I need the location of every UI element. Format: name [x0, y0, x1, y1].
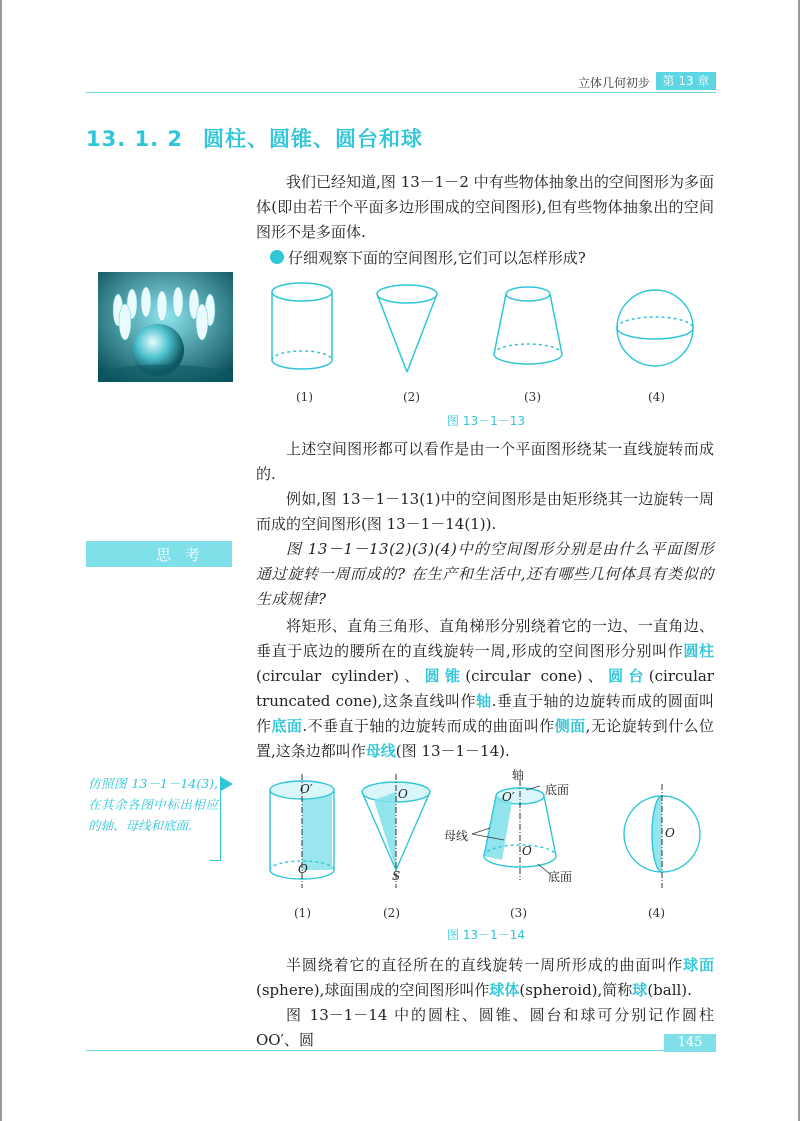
section-heading — [86, 123, 423, 153]
fig14-caption-4: (4) — [648, 906, 665, 920]
term-base: 底面 — [271, 717, 303, 735]
running-header — [86, 72, 716, 93]
fig14-1-label-o-prime: O′ — [300, 782, 313, 796]
term-cone: 圆锥 — [424, 667, 466, 685]
def-text-1: 将矩形、直角三角形、直角梯形分别绕着它的一边、一直角边、垂直于底边的腰所在的直线旋转一周,形成的空间图形分别叫作 — [256, 617, 714, 660]
fig13-title: 图 13－1－13 — [447, 414, 525, 428]
term-ball: 球 — [632, 981, 648, 999]
def-text-4: (circular truncated cone),这条直线叫作 — [256, 667, 714, 710]
fig14-1-label-o: O — [298, 862, 308, 876]
example-paragraph: 例如,图 13－1－13(1)中的空间图形是由矩形绕其一边旋转一周而成的空间图形(图 13－1－14(1)). — [256, 490, 714, 533]
fig13-caption-2: (2) — [403, 390, 420, 404]
intro-paragraph: 我们已经知道,图 13－1－2 中有些物体抽象出的空间图形为多面体(即由若干个平面多边形围成的空间图形),但有些物体抽象出的空间图形不是多面体. — [256, 173, 714, 241]
fig14-3-label-o: O — [522, 844, 532, 858]
term-lateral-surface: 侧面 — [554, 717, 586, 735]
fig14-caption-2: (2) — [383, 906, 400, 920]
term-frustum: 圆台 — [608, 667, 649, 685]
def-text-3: (circular cone)、 — [465, 667, 609, 685]
rotation-paragraph: 上述空间图形都可以看作是由一个平面图形绕某一直线旋转而成的. — [256, 440, 714, 483]
section-number: 13. 1. 2 — [86, 127, 184, 151]
think-label: 思考 — [155, 546, 214, 564]
def-text-2: (circular cylinder)、 — [256, 667, 425, 685]
fig14-caption-1: (1) — [294, 906, 311, 920]
fig14-3-label-axis: 轴 — [512, 768, 525, 782]
term-spheroid: 球体 — [489, 981, 520, 999]
notation-paragraph: 图 13－1－14 中的圆柱、圆锥、圆台和球可分别记作圆柱 OO′、圆 — [256, 1006, 714, 1049]
side-note-bracket-foot — [210, 860, 221, 861]
question-prompt: 仔细观察下面的空间图形,它们可以怎样形成? — [288, 249, 586, 267]
definition-paragraph — [256, 614, 714, 764]
def-text-6: .不垂直于轴的边旋转而成的曲面叫作 — [302, 717, 555, 735]
sphere-text-2: (sphere),球面围成的空间图形叫作 — [256, 981, 490, 999]
side-note-arrow — [221, 777, 233, 791]
fig13-caption-4: (4) — [648, 390, 665, 404]
fig14-2-label-o: O — [398, 787, 408, 801]
header-title: 立体几何初步 — [577, 76, 650, 90]
side-note: 仿照图 13－1－14(3),在其余各图中标出相应的轴、母线和底面. — [88, 776, 218, 833]
bowling-photo — [98, 272, 233, 382]
fig14-3-label-generatrix: 母线 — [444, 829, 469, 843]
fig14-caption-3: (3) — [510, 906, 527, 920]
def-text-7: ,无论旋转到什么位置,这条边都叫作 — [256, 717, 714, 760]
figure-13-1-13 — [262, 280, 712, 380]
def-text-8: (图 13－1－14). — [395, 742, 510, 760]
fig14-3-label-top-base: 底面 — [545, 783, 570, 797]
sphere-text-4: (ball). — [647, 981, 692, 999]
term-axis: 轴 — [476, 692, 492, 710]
sphere-paragraph — [256, 953, 714, 1003]
term-sphere-surface: 球面 — [683, 956, 714, 974]
def-text-5: .垂直于轴的边旋转而成的圆面叫作 — [256, 692, 714, 735]
section-title: 圆柱、圆锥、圆台和球 — [203, 127, 424, 151]
side-note-bracket — [220, 776, 221, 861]
sphere-text-1: 半圆绕着它的直径所在的直线旋转一周所形成的曲面叫作 — [286, 956, 684, 974]
bullet-dot — [270, 250, 284, 264]
fig14-title: 图 13－1－14 — [447, 928, 525, 942]
figure-13-1-14 — [256, 770, 716, 900]
think-paragraph: 图 13－1－13(2)(3)(4)中的空间图形分别是由什么平面图形通过旋转一周而成的? 在生产和生活中,还有哪些几何体具有类似的生成规律? — [256, 540, 714, 608]
think-banner — [86, 541, 232, 567]
fig14-3-label-o-prime: O′ — [502, 790, 515, 804]
term-generatrix: 母线 — [365, 742, 396, 760]
page-border-left — [0, 0, 2, 1121]
term-cylinder: 圆柱 — [683, 642, 714, 660]
chapter-badge: 第 13 章 — [656, 72, 716, 90]
footer-rule — [86, 1050, 716, 1051]
sphere-text-3: (spheroid),简称 — [519, 981, 633, 999]
page-number: 145 — [664, 1034, 716, 1052]
fig13-caption-1: (1) — [296, 390, 313, 404]
fig14-4-label-o: O — [665, 826, 675, 840]
fig13-caption-3: (3) — [524, 390, 541, 404]
fig14-3-label-bottom-base: 底面 — [548, 870, 573, 884]
fig14-2-label-s: S — [392, 869, 401, 883]
